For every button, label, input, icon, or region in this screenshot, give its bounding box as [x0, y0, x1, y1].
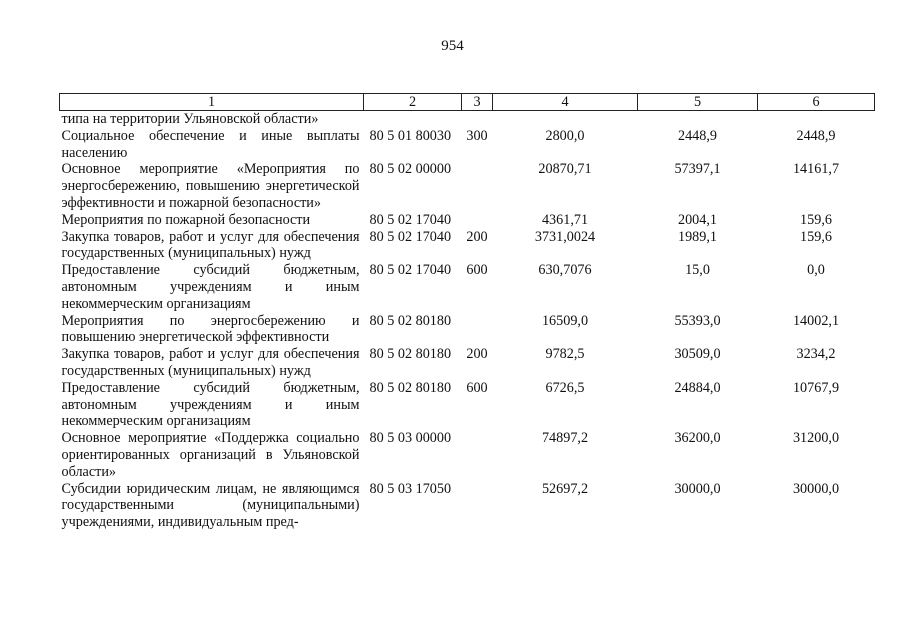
row-expense-type: [462, 313, 493, 347]
header-col-1: 1: [60, 94, 364, 111]
row-value-1: 2800,0: [545, 127, 585, 144]
row-code: 80 5 01 80030: [369, 127, 452, 144]
table-body: [60, 111, 875, 531]
row-name: Мероприятия по энергосбережению и повышению энергетической эффективности: [61, 312, 360, 346]
row-value-1: 52697,2: [541, 480, 589, 497]
table-row: [60, 128, 875, 162]
row-value-1: 630,7076: [538, 262, 592, 279]
row-value-2: 30000,0: [674, 480, 721, 497]
table-row: [60, 481, 875, 531]
row-code: 80 5 02 80180: [369, 346, 452, 363]
row-value-1: 9782,5: [545, 346, 585, 363]
table-row: [60, 111, 875, 128]
row-value-2: [638, 111, 758, 128]
table-row: [60, 313, 875, 347]
table-row: [60, 262, 875, 312]
row-value-2: 57397,1: [674, 161, 721, 178]
row-value-3: 14002,1: [792, 312, 840, 329]
row-name: Мероприятия по пожарной безопасности: [61, 211, 311, 228]
row-value-3: 14161,7: [792, 161, 840, 178]
row-code: 80 5 02 17040: [369, 262, 452, 279]
header-col-3: 3: [462, 94, 493, 111]
budget-table: [59, 93, 875, 531]
header-col-4: 4: [493, 94, 638, 111]
table-row: [60, 161, 875, 211]
row-code: [364, 111, 462, 128]
row-name: типа на территории Ульяновской области»: [61, 111, 319, 127]
row-value-2: 55393,0: [674, 312, 721, 329]
table-row: [60, 346, 875, 380]
row-value-3: 31200,0: [792, 430, 840, 447]
row-code: 80 5 02 17040: [369, 211, 452, 228]
row-code: 80 5 02 00000: [369, 161, 452, 178]
row-value-1: 4361,71: [541, 211, 589, 228]
row-value-3: 2448,9: [796, 127, 836, 144]
row-value-1: 6726,5: [545, 379, 585, 396]
row-expense-type: [462, 111, 493, 128]
table-row: [60, 229, 875, 263]
row-name: Закупка товаров, работ и услуг для обеспечения государственных (муниципальных) нужд: [61, 228, 360, 262]
row-name: Предоставление субсидий бюджетным, автономным учреждениям и иным некоммерческим организациям: [61, 379, 360, 430]
row-name: Субсидии юридическим лицам, не являющимся государственными (муниципальными) учреждениями, индивидуальным пред-: [61, 480, 360, 531]
row-code: 80 5 02 17040: [369, 228, 452, 245]
row-expense-type: [462, 430, 493, 480]
row-value-2: 1989,1: [677, 228, 717, 245]
row-name: Предоставление субсидий бюджетным, автономным учреждениям и иным некоммерческим организациям: [61, 262, 360, 312]
header-col-6: 6: [758, 94, 875, 111]
row-expense-type: 200: [466, 228, 488, 245]
row-value-2: 36200,0: [674, 430, 721, 447]
header-col-5: 5: [638, 94, 758, 111]
row-code: 80 5 02 80180: [369, 312, 452, 329]
table-header: [60, 94, 875, 111]
row-value-2: 30509,0: [674, 346, 721, 363]
row-value-2: 2448,9: [677, 127, 717, 144]
row-value-1: 74897,2: [541, 430, 589, 447]
row-expense-type: [462, 481, 493, 531]
row-value-3: 30000,0: [792, 480, 840, 497]
row-name: Основное мероприятие «Поддержка социально ориентированных организаций в Ульяновской области»: [61, 430, 360, 480]
row-value-1: 3731,0024: [534, 228, 596, 245]
header-col-2: 2: [364, 94, 462, 111]
table-row: [60, 430, 875, 480]
row-value-2: 15,0: [685, 262, 710, 279]
row-expense-type: 600: [466, 379, 488, 396]
row-name: Закупка товаров, работ и услуг для обеспечения государственных (муниципальных) нужд: [61, 346, 360, 379]
row-value-3: 0,0: [807, 262, 825, 279]
row-code: 80 5 02 80180: [369, 379, 452, 396]
row-expense-type: 200: [466, 346, 488, 363]
row-name: Основное мероприятие «Мероприятия по энергосбережению, повышению энергетической эффективности и пожарной безопасности»: [61, 161, 360, 211]
row-value-2: 2004,1: [677, 211, 717, 228]
row-expense-type: 600: [466, 262, 488, 279]
row-value-3: 159,6: [800, 228, 832, 245]
row-name: Социальное обеспечение и иные выплаты населению: [61, 127, 360, 161]
row-expense-type: [462, 212, 493, 229]
row-value-3: 3234,2: [796, 346, 836, 363]
row-value-1: [493, 111, 638, 128]
row-code: 80 5 03 17050: [369, 480, 452, 497]
page-number: 954: [441, 38, 464, 54]
row-value-3: 159,6: [800, 211, 832, 228]
row-value-1: 20870,71: [538, 161, 592, 178]
header-row: [60, 94, 875, 111]
row-value-2: 24884,0: [674, 379, 721, 396]
row-expense-type: 300: [466, 127, 488, 144]
row-expense-type: [462, 161, 493, 211]
row-value-1: 16509,0: [541, 312, 589, 329]
row-value-3: [758, 111, 875, 128]
table-row: [60, 212, 875, 229]
row-code: 80 5 03 00000: [369, 430, 452, 447]
table-row: [60, 380, 875, 430]
row-value-3: 10767,9: [792, 379, 840, 396]
